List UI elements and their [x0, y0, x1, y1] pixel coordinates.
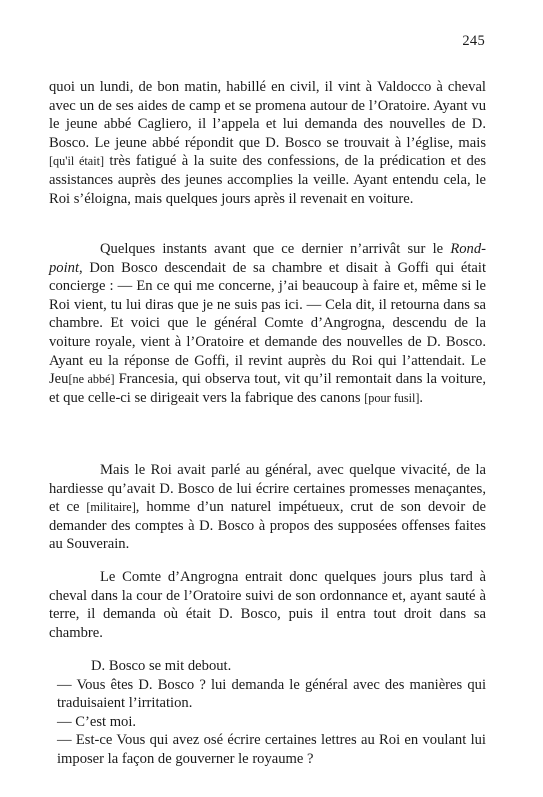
- paragraph-2: [49, 240, 486, 407]
- dialogue-line-4: — Est-ce Vous qui avez osé écrire certaines lettres au Roi en voulant lui imposer la façon de gouverner le royaume ?: [57, 732, 486, 767]
- dialogue-line-2: — Vous êtes D. Bosco ? lui demanda le général avec des manières qui traduisaient l’irritation.: [57, 676, 486, 712]
- paragraph-4: [49, 568, 486, 642]
- dialogue-line-1: D. Bosco se mit debout.: [91, 658, 232, 674]
- paragraph-3-text-b: , homme d’un naturel impétueux, crut de son devoir de demander des comptes à D. Bosco à propos des supposées offenses faites au Souverain.: [49, 499, 486, 553]
- paragraph-1-text-b: très fatigué à la suite des confessions, de la prédication et des assistances auprès des jeunes accomplies la veille. Ayant entendu cela, le Roi s’éloigna, mais quelques jours après il revenait en voiture.: [49, 153, 487, 207]
- emphasis-rond-point: Rond-point: [49, 241, 486, 276]
- dialogue-line-3: — C’est moi.: [57, 713, 137, 730]
- paragraph-1: [49, 78, 486, 208]
- paragraph-1-text-a: quoi un lundi, de bon matin, habillé en civil, il vint à Valdocco à cheval avec un de ses aides de camp et se promena autour de l’Oratoire. Ayant vu le jeune abbé Cagliero, il l’appela et lui demanda des nouvelles de D. Bosco. Le jeune abbé répondit que D. Bosco se trouvait à l’église, mais: [49, 79, 486, 151]
- editorial-note: [pour fusil]: [364, 390, 420, 405]
- dialogue-block: [49, 657, 486, 769]
- paragraph-2-text-a: Quelques instants avant que ce dernier n’arrivât sur le: [100, 241, 451, 257]
- paragraph-2-text-b: , Don Bosco descendait de sa chambre et disait à Goffi qui était concierge : — En ce qui me concerne, j’ai beaucoup à faire et, même si le Roi vient, tu lui diras que je ne suis pas ici. — Cela dit, il retourna dans sa chambre. Et voici que le général Comte d’Angrogna, descendu de la voiture royale, vient à l’Oratoire et demande des nouvelles de D. Bosco. Ayant eu la réponse de Goffi, il revint auprès du Roi qui l’attendait. Le Jeu: [49, 259, 486, 388]
- paragraph-2-text-c: Francesia, qui observa tout, vit qu’il remontait dans la voiture, et que celle-ci se dirigeait vers la fabrique des canons: [49, 371, 486, 406]
- paragraph-2-text-d: .: [419, 389, 424, 406]
- paragraph-3-text-a: Mais le Roi avait parlé au général, avec quelque vivacité, de la hardiesse qu’avait D. Bosco de lui écrire certaines promesses menaçantes, et ce: [49, 462, 486, 516]
- page-number: 245: [462, 33, 485, 49]
- editorial-note: [ne abbé]: [68, 372, 115, 387]
- paragraph-3: [49, 461, 486, 554]
- paragraph-4-text: Le Comte d’Angrogna entrait donc quelques jours plus tard à cheval dans la cour de l’Oratoire suivi de son ordonnance et, ayant sauté à terre, il demanda où était D. Bosco, puis il entra tout droit dans sa chambre.: [49, 569, 486, 641]
- editorial-note: [qu'il était]: [49, 154, 105, 169]
- editorial-note: [militaire]: [86, 500, 136, 515]
